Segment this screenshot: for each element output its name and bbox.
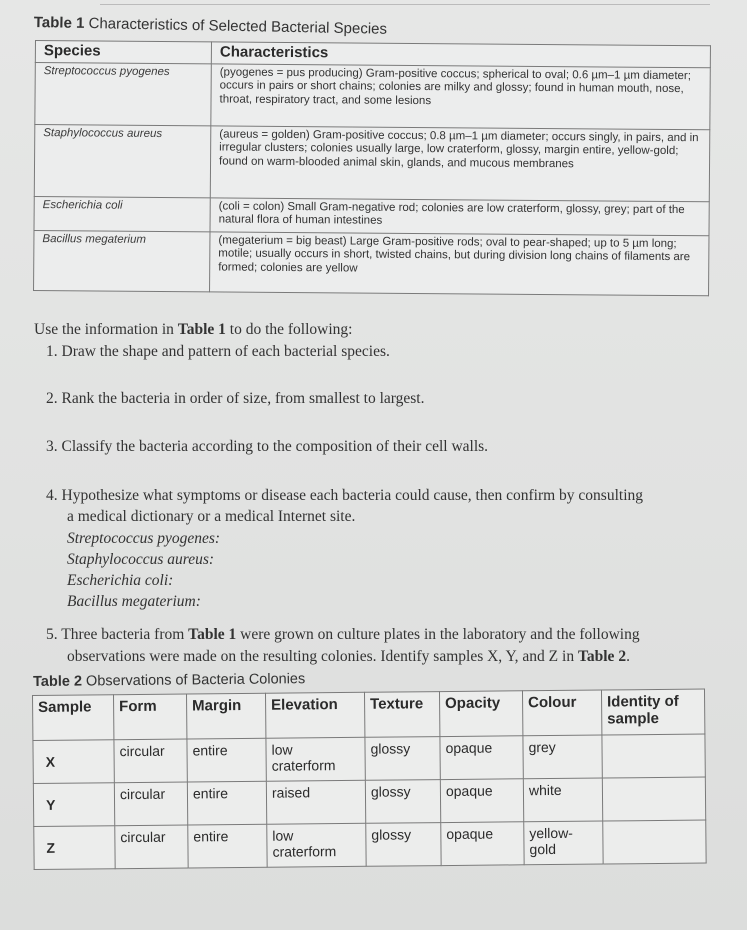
- table1-header-characteristics: Characteristics: [211, 42, 710, 67]
- table1-caption: Table 1 Characteristics of Selected Bacterial Species: [33, 14, 388, 38]
- question-3: 3. Classify the bacteria according to the composition of their cell walls.: [46, 438, 489, 455]
- question-5-cont: observations were made on the resulting colonies. Identify samples X, Y, and Z in Table 2.: [67, 648, 630, 665]
- opacity-cell: opaque: [440, 779, 523, 823]
- texture-cell: glossy: [365, 780, 440, 824]
- characteristics-cell: (aureus = golden) Gram-positive coccus; 0.8 µm–1 µm diameter; occurs singly, in pairs, and in irregular clusters; colonies usually large, low craterform, glossy, margin entire, yellow-gold; found on warm-blooded animal skin, glands, and mucous membranes: [210, 125, 710, 201]
- margin-cell: entire: [188, 824, 267, 868]
- instructions-intro: Use the information in Table 1 to do the following:: [34, 321, 353, 338]
- table-row: [35, 62, 710, 129]
- header-identity: Identity of sample: [601, 689, 704, 735]
- q4-species-bacillus: Bacillus megaterium:: [67, 593, 201, 610]
- q4-species-streptococcus: Streptococcus pyogenes:: [67, 530, 221, 547]
- table-row: [34, 820, 706, 869]
- margin-cell: entire: [187, 781, 266, 825]
- table2-caption: Table 2 Observations of Bacteria Colonies: [33, 671, 306, 690]
- colour-cell: grey: [523, 735, 602, 779]
- texture-cell: glossy: [365, 737, 440, 781]
- characteristics-cell: (coli = colon) Small Gram-negative rod; colonies are low craterform, glossy, grey; part of the natural flora of human intestines: [210, 197, 709, 235]
- species-cell: Escherichia coli: [34, 196, 210, 231]
- question-2: 2. Rank the bacteria in order of size, from smallest to largest.: [46, 390, 425, 407]
- margin-cell: entire: [187, 738, 266, 782]
- header-sample: Sample: [33, 695, 114, 741]
- characteristics-cell: (pyogenes = pus producing) Gram-positive coccus; spherical to oval; 0.6 µm–1 µm diameter; occurs in pairs or short chains; colonies are milky and glossy; found in human mouth, nose, throat, respiratory tract, and some lesions: [211, 63, 710, 129]
- table1-header-species: Species: [35, 41, 211, 64]
- opacity-cell: opaque: [441, 822, 524, 866]
- texture-cell: glossy: [366, 823, 441, 867]
- opacity-cell: opaque: [440, 736, 523, 780]
- species-cell: Staphylococcus aureus: [34, 124, 211, 197]
- table2-header-row: [33, 689, 705, 740]
- elevation-cell: low craterform: [266, 737, 365, 781]
- header-elevation: Elevation: [265, 692, 364, 738]
- question-5: 5. Three bacteria from Table 1 were grown on culture plates in the laboratory and the following: [46, 626, 640, 643]
- table-row: [34, 124, 710, 201]
- identity-cell[interactable]: [602, 734, 705, 778]
- elevation-cell: low craterform: [267, 823, 366, 867]
- identity-cell[interactable]: [602, 777, 705, 821]
- header-colour: Colour: [522, 690, 601, 736]
- table-row: [34, 230, 709, 295]
- elevation-cell: raised: [266, 780, 365, 824]
- form-cell: circular: [114, 739, 187, 783]
- q4-species-ecoli: Escherichia coli:: [67, 572, 174, 589]
- sample-cell: Z: [34, 826, 115, 870]
- question-4: 4. Hypothesize what symptoms or disease each bacteria could cause, then confirm by consulting: [46, 487, 644, 504]
- sample-cell: X: [33, 740, 114, 784]
- species-cell: Streptococcus pyogenes: [35, 62, 211, 125]
- table-row: [34, 196, 709, 235]
- form-cell: circular: [114, 782, 187, 826]
- q4-species-staphylococcus: Staphylococcus aureus:: [67, 551, 215, 568]
- question-1: 1. Draw the shape and pattern of each bacterial species.: [46, 343, 390, 360]
- identity-cell[interactable]: [603, 820, 706, 864]
- header-opacity: Opacity: [439, 691, 522, 737]
- table-row: [33, 734, 705, 783]
- sample-cell: Y: [33, 783, 114, 827]
- characteristics-cell: (megaterium = big beast) Large Gram-positive rods; oval to pear-shaped; up to 5 µm long; motile; usually occurs in short, twisted chains, but during division long chains of filaments are formed; colonies are yellow: [210, 231, 709, 295]
- species-cell: Bacillus megaterium: [34, 230, 210, 291]
- header-form: Form: [114, 694, 187, 740]
- question-4-cont: a medical dictionary or a medical Internet site.: [67, 508, 356, 525]
- table-row: [33, 777, 705, 826]
- colour-cell: white: [523, 778, 602, 822]
- header-texture: Texture: [364, 692, 439, 738]
- form-cell: circular: [115, 825, 188, 869]
- table2: [32, 689, 707, 870]
- colour-cell: yellow-gold: [524, 821, 603, 865]
- header-margin: Margin: [186, 693, 265, 739]
- page-edge-line: [100, 4, 710, 5]
- table1: [33, 40, 711, 296]
